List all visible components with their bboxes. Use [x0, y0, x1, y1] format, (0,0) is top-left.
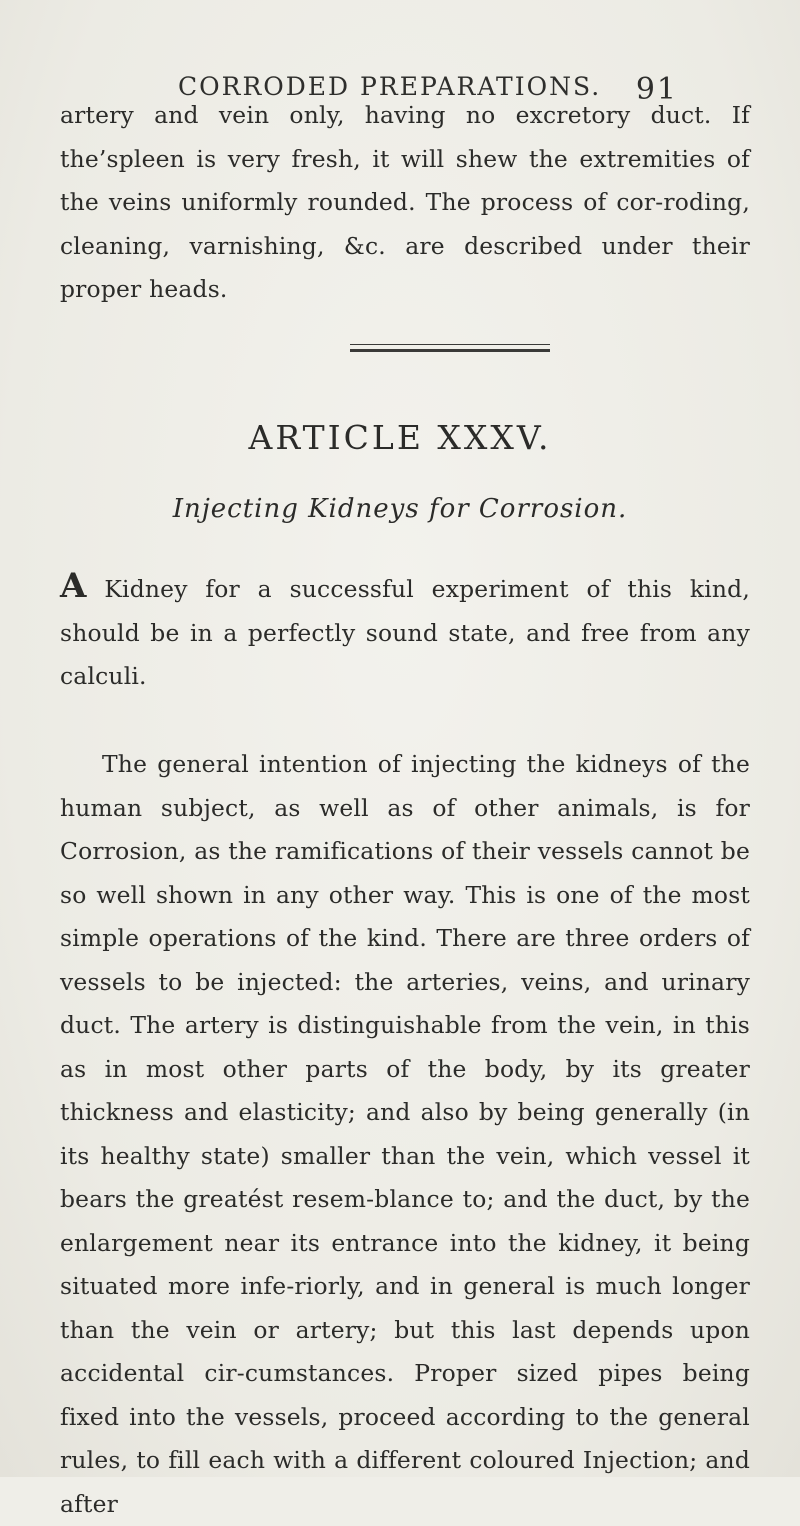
article-heading: ARTICLE XXXV.	[248, 418, 552, 457]
running-head-title: CORRODED PREPARATIONS.	[178, 72, 602, 101]
continuation-paragraph: artery and vein only, having no excretory duct. If the’spleen is very fresh, it will shew the extremities of the veins uniformly rounded. The process of cor-roding, cleaning, varnishing, &c. are described under their proper heads.	[60, 101, 750, 303]
drop-cap: A	[60, 566, 87, 606]
divider-thick-line	[350, 349, 550, 352]
divider-thin-line	[350, 344, 550, 345]
article-subtitle: Injecting Kidneys for Corrosion.	[172, 494, 628, 524]
first-paragraph-text: Kidney for a successful experiment of this kind, should be in a perfectly sound state, and free from any calculi.	[60, 575, 750, 690]
second-paragraph: The general intention of injecting the kidneys of the human subject, as well as of other animals, is for Corrosion, as the ramifications of their vessels cannot be so well shown in any other way. This is one of the most simple operations of the kind. There are three orders of vessels to be injected: the arteries, veins, and urinary duct. The artery is distinguishable from the vein, in this as in most other parts of the body, by its greater thickness and elasticity; and also by being generally (in its healthy state) smaller than the vein, which vessel it bears the greatést resem-blance to; and the duct, by the enlargement near its entrance into the kidney, it being situated more infe-riorly, and in general is much longer than the vein or artery; but this last depends upon accidental cir-cumstances. Proper sized pipes being fixed into the vessels, proceed according to the general rules, to fill each with a different coloured Injection; and after	[60, 750, 750, 1518]
first-paragraph	[60, 568, 750, 699]
page-number: 91	[635, 72, 678, 107]
section-divider-rule	[350, 344, 550, 354]
